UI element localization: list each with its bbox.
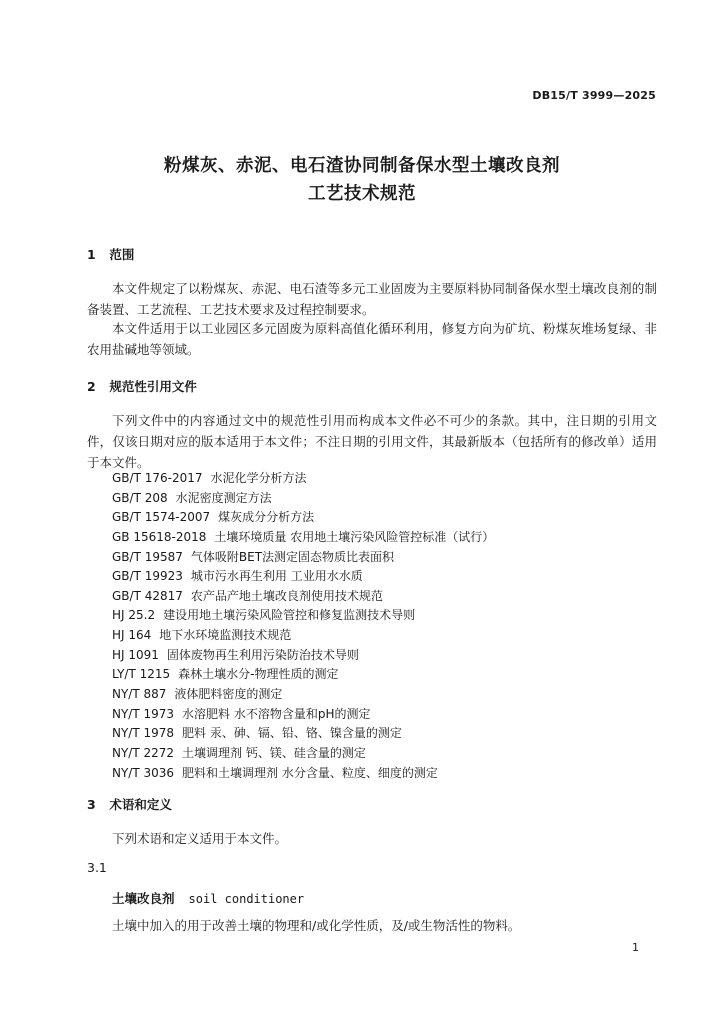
- reference-name: 固体废物再生利用污染防治技术导则: [166, 647, 359, 662]
- reference-code: NY/T 887: [112, 687, 167, 702]
- reference-name: 肥料和土壤调理剂 水分含量、粒度、细度的测定: [182, 765, 438, 780]
- clause-3-1-number: 3.1: [87, 860, 107, 875]
- reference-name: 土壤环境质量 农用地土壤污染风险管控标准（试行）: [214, 529, 495, 544]
- reference-item: [112, 548, 494, 568]
- term-definition: 土壤中加入的用于改善土壤的物理和/或化学性质，及/或生物活性的物料。: [112, 918, 521, 933]
- reference-item: [112, 685, 494, 705]
- reference-code: NY/T 1978: [112, 726, 175, 741]
- section-2-number: 2: [87, 379, 96, 394]
- reference-name: 地下水环境监测技术规范: [159, 628, 292, 643]
- reference-code: NY/T 3036: [112, 765, 175, 780]
- term-entry: [112, 889, 304, 907]
- reference-code: HJ 1091: [112, 647, 159, 662]
- section-3-heading: [87, 795, 172, 813]
- standard-code: DB15/T 3999—2025: [532, 89, 656, 102]
- reference-code: LY/T 1215: [112, 667, 171, 682]
- reference-name: 气体吸附BET法测定固态物质比表面积: [190, 549, 395, 564]
- reference-code: GB/T 19587: [112, 549, 183, 564]
- reference-name: 肥料 汞、砷、镉、铅、铬、镍含量的测定: [182, 726, 402, 741]
- reference-item: [112, 626, 494, 646]
- reference-item: [112, 606, 494, 626]
- reference-name: 液体肥料密度的测定: [174, 687, 283, 702]
- reference-code: GB/T 1574-2007: [112, 510, 211, 525]
- reference-code: GB/T 19923: [112, 569, 183, 584]
- reference-item: [112, 646, 494, 666]
- reference-item: [112, 469, 494, 489]
- section-3-title: 术语和定义: [109, 797, 172, 812]
- section-1-heading: [87, 245, 134, 263]
- reference-item: [112, 489, 494, 509]
- section-2-heading: [87, 377, 197, 395]
- reference-name: 水泥密度测定方法: [175, 490, 272, 505]
- reference-code: NY/T 2272: [112, 745, 175, 760]
- page-number: 1: [632, 941, 639, 954]
- reference-name: 农产品产地土壤改良剂使用技术规范: [190, 588, 383, 603]
- reference-name: 水泥化学分析方法: [210, 471, 307, 485]
- reference-item: [112, 508, 494, 528]
- reference-item: [112, 528, 494, 548]
- reference-name: 城市污水再生利用 工业用水水质: [190, 569, 363, 584]
- reference-code: GB/T 176-2017: [112, 471, 203, 485]
- reference-item: [112, 764, 494, 784]
- reference-name: 土壤调理剂 钙、镁、硅含量的测定: [182, 745, 366, 760]
- reference-name: 煤灰成分分析方法: [218, 510, 315, 525]
- reference-name: 森林土壤水分-物理性质的测定: [178, 667, 339, 682]
- reference-code: GB/T 208: [112, 490, 168, 505]
- reference-item: [112, 567, 494, 587]
- section-3-number: 3: [87, 797, 96, 812]
- section-3-intro: 下列术语和定义适用于本文件。: [112, 831, 288, 846]
- reference-item: [112, 724, 494, 744]
- reference-code: GB 15618-2018: [112, 529, 207, 544]
- section-1-number: 1: [87, 247, 96, 262]
- section-2-intro: 下列文件中的内容通过文中的规范性引用而构成本文件必不可少的条款。其中，注日期的引用文件，仅该日期对应的版本适用于本文件；不注日期的引用文件，其最新版本（包括所有的修改单）适用于本文件。: [87, 413, 657, 470]
- reference-name: 建设用地土壤污染风险管控和修复监测技术导则: [163, 608, 416, 623]
- section-1-paragraph-2: 本文件适用于以工业园区多元固废为原料高值化循环利用，修复方向为矿坑、粉煤灰堆场复绿、非农用盐碱地等领域。: [87, 321, 657, 357]
- term-chinese: 土壤改良剂: [112, 891, 175, 906]
- document-title-line-2: 工艺技术规范: [308, 184, 416, 204]
- document-title-line-1: 粉煤灰、赤泥、电石渣协同制备保水型土壤改良剂: [164, 156, 560, 176]
- reference-name: 水溶肥料 水不溶物含量和pH的测定: [182, 706, 371, 721]
- reference-code: GB/T 42817: [112, 588, 183, 603]
- reference-item: [112, 744, 494, 764]
- section-2-title: 规范性引用文件: [109, 379, 197, 394]
- section-1-title: 范围: [109, 247, 135, 262]
- reference-item: [112, 587, 494, 607]
- reference-code: NY/T 1973: [112, 706, 175, 721]
- reference-item: [112, 665, 494, 685]
- section-1-paragraph-1: 本文件规定了以粉煤灰、赤泥、电石渣等多元工业固废为主要原料协同制备保水型土壤改良剂的制备装置、工艺流程、工艺技术要求及过程控制要求。: [87, 281, 657, 317]
- term-english: soil conditioner: [188, 892, 305, 906]
- reference-item: [112, 705, 494, 725]
- reference-code: HJ 25.2: [112, 608, 156, 623]
- reference-code: HJ 164: [112, 628, 152, 643]
- reference-list: [112, 469, 494, 783]
